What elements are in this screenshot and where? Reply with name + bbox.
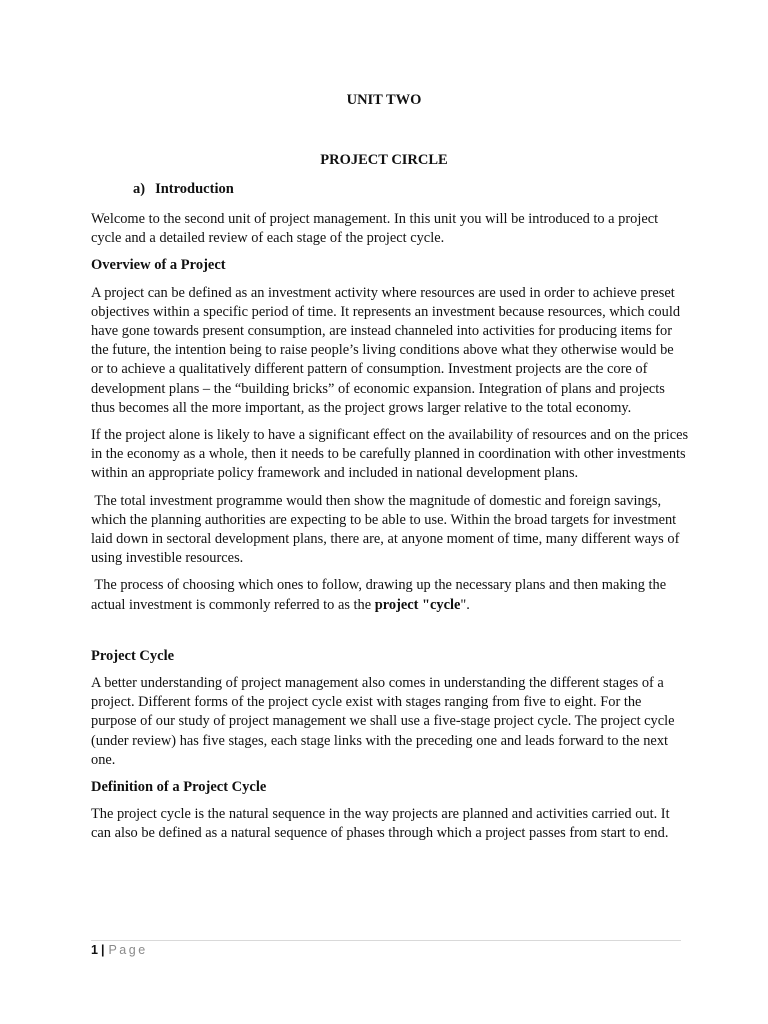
welcome-paragraph: Welcome to the second unit of project management. In this unit you will be introduced to a project cycle and a detailed review of each stage of the project cycle.	[91, 211, 659, 247]
definition-heading: Definition of a Project Cycle	[91, 779, 267, 796]
chapter-title: PROJECT CIRCLE	[320, 152, 448, 168]
overview-paragraph-1: A project can be defined as an investment activity where resources are used in order to achieve preset objectives within a specific period of time. It represents an investment because resources, which could have gone towards present consumption, are instead channeled into activities for producing items for the future, the intention being to raise people’s living conditions above what they otherwise would be or to achieve a qualitatively different pattern of consumption. Investment projects are the core of development plans – the “building bricks” of economic expansion. Integration of plans and projects thus becomes all the more important, as the project grows larger relative to the total economy.	[91, 284, 681, 416]
list-marker: a)	[133, 181, 146, 197]
section-spacer	[91, 623, 689, 647]
overview-paragraph-4-end: ".	[460, 596, 470, 613]
page-label: Page	[108, 943, 148, 957]
overview-heading: Overview of a Project	[91, 257, 226, 274]
introduction-label: Introduction	[155, 181, 234, 197]
overview-paragraph-2: If the project alone is likely to have a significant effect on the availability of resources and on the prices in the economy as a whole, then it needs to be carefully planned in coordination with other investments within an appropriate policy framework and included in national development plans.	[91, 427, 689, 482]
project-cycle-paragraph: A better understanding of project management also comes in understanding the different stages of a project. Different forms of the project cycle exist with stages ranging from five to eight. For the purpose of our study of project management we shall use a five-stage project cycle. The project cycle (under review) has five stages, each stage links with the preceding one and leads forward to the next one.	[91, 675, 675, 768]
overview-paragraph-4-start: The process of choosing which ones to follow, drawing up the necessary plans and then making the actual investment is commonly referred to as the	[91, 577, 667, 613]
unit-title: UNIT TWO	[346, 92, 422, 108]
overview-paragraph-3-text: The total investment programme would then show the magnitude of domestic and foreign savings, which the planning authorities are expecting to be able to use. Within the broad targets for investment laid down in sectoral development plans, there are, at anyone moment of time, many different ways of using investible resources.	[91, 492, 680, 567]
footer-divider	[91, 940, 681, 941]
page-number: 1	[91, 943, 98, 957]
page-footer	[91, 943, 148, 957]
project-cycle-term: project "cycle	[374, 596, 461, 613]
definition-paragraph: The project cycle is the natural sequence in the way projects are planned and activities carried out. It can also be defined as a natural sequence of phases through which a project passes from start to end.	[91, 806, 670, 842]
introduction-heading	[133, 181, 234, 198]
overview-paragraph-4	[91, 576, 689, 614]
footer-separator: |	[100, 943, 105, 957]
overview-paragraph-3	[91, 492, 689, 569]
document-body	[91, 210, 689, 852]
project-cycle-heading: Project Cycle	[91, 647, 175, 664]
